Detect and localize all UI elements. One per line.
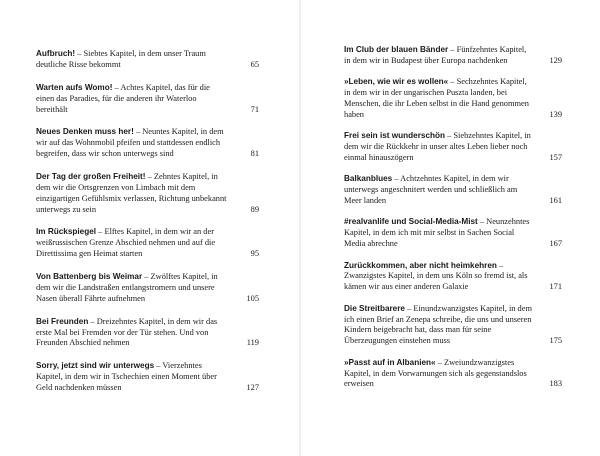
page-number: 95 (250, 249, 259, 259)
page-number: 175 (549, 336, 562, 346)
toc-entry: »Leben, wie wir es wollen« – Sechzehntes Kapitel, in dem wir in der ungarischen Puszta landen, bei Menschen, die ihr Leben selbst in die Hand genommen haben 139 (344, 77, 562, 119)
toc-entry: Balkanblues – Achtzehntes Kapitel, in dem wir unterwegs angeschnitert werden und schließlich am Meer landen 161 (344, 174, 562, 206)
page-number: 71 (250, 104, 259, 114)
toc-entry: Von Battenberg bis Weimar – Zwölftes Kapitel, in dem wir die Landstraßen entlangstromern und unsere Nasen überall Fährte aufnehmen 105 (36, 272, 259, 303)
chapter-description: Zehntes Kapitel, in dem wir die Ortsgrenzen von Limbach mit dem einzigartigen Gefühlsmix verlassen, Richtung unbekannt unterwegs zu sein (36, 171, 227, 214)
chapter-description: Fünfzehntes Kapitel, in dem wir in Budapest über Europa nachdenken (344, 45, 527, 65)
page-number: 157 (549, 153, 562, 163)
chapter-description: Siebzehntes Kapitel, in dem wir die Rückkehr in unser altes Leben lieber noch einmal hinauszögern (344, 131, 531, 163)
chapter-description: Achtes Kapitel, das für die einen das Paradies, für die anderen ihr Waterloo bereithält (36, 82, 210, 114)
toc-entry: Frei sein ist wunderschön – Siebzehntes Kapitel, in dem wir die Rückkehr in unser altes Leben lieber noch einmal hinauszögern 157 (344, 131, 562, 163)
page-number: 119 (246, 338, 259, 348)
chapter-title: Bei Freunden (36, 316, 89, 326)
toc-entry: Der Tag der großen Freiheit! – Zehntes Kapitel, in dem wir die Ortsgrenzen von Limbach mit dem einzigartigen Gefühlsmix verlassen, Richtung unbekannt unterwegs zu sein 89 (36, 171, 259, 214)
chapter-title: Der Tag der großen Freiheit! (36, 171, 146, 181)
page-number: 139 (549, 109, 562, 119)
page-number: 81 (250, 149, 259, 159)
page-number: 171 (549, 282, 562, 292)
chapter-title: »Passt auf in Albanien« (344, 357, 436, 367)
toc-entry: Sorry, jetzt sind wir unterwegs – Vierzehntes Kapitel, in dem wir in Tschechien einen Moment über Geld nachdenken müssen 127 (36, 361, 259, 393)
page-number: 89 (250, 204, 259, 214)
chapter-description: Siebtes Kapitel, in dem unser Traum deutliche Risse bekommt (36, 49, 206, 69)
chapter-description: Einundzwanzigstes Kapitel, in dem ich einen Brief an Zenepa schreibe, die uns und unseren Kindern beigebracht hat, dass man für seine Überzeugungen einstehen muss (344, 303, 532, 346)
page-number: 161 (549, 196, 562, 206)
toc-entry: Die Streitbarere – Einundzwanzigstes Kapitel, in dem ich einen Brief an Zenepa schreibe, die uns und unseren Kindern beigebracht hat, dass man für seine Überzeugungen einstehen muss 175 (344, 303, 562, 346)
toc-entry: Warten aufs Womo! – Achtes Kapitel, das für die einen das Paradies, für die anderen ihr Waterloo bereithält 71 (36, 82, 259, 114)
chapter-title: Aufbruch! (36, 49, 76, 58)
chapter-title: Balkanblues (344, 174, 393, 184)
toc-list-left (36, 49, 259, 406)
chapter-description: Achtzehntes Kapitel, in dem wir unterwegs angeschnitert werden und schließlich am Meer landen (344, 174, 518, 206)
chapter-title: Von Battenberg bis Weimar (36, 272, 143, 282)
chapter-description: Zwanzigstes Kapitel, in dem uns Köln so fremd ist, als kämen wir aus einer anderen Galaxie (344, 271, 528, 292)
chapter-title: Im Club der blauen Bänder (344, 45, 449, 54)
chapter-description: Sechzehntes Kapitel, in dem wir in der ungarischen Puszta landen, bei Menschen, die ihr Leben selbst in die Hand genommen haben (344, 77, 529, 119)
page-number: 105 (246, 293, 259, 303)
chapter-description: Zweiundzwanzigstes Kapitel, in dem Vorwarnungen sich als gegenstandslos erweisen (344, 357, 527, 389)
page-number: 65 (250, 59, 259, 69)
chapter-description: Dreizehntes Kapitel, in dem wir das erste Mal bei Fremden vor der Tür stehen. Und von Freunden Abschied nehmen (36, 316, 218, 348)
chapter-description: Neunzehntes Kapitel, in dem ich mit mir selbst in Sachen Social Media abrechne (344, 217, 530, 249)
page-number: 183 (549, 379, 562, 389)
toc-entry: Im Rückspiegel – Elftes Kapitel, in dem wir an der weißrussischen Grenze Abschied nehmen und auf die Direttissima gen Heimat starten 95 (36, 227, 259, 259)
toc-entry: Im Club der blauen Bänder – Fünfzehntes Kapitel, in dem wir in Budapest über Europa nachdenken 129 (344, 45, 562, 65)
page-number: 167 (549, 239, 562, 249)
page-number: 129 (549, 55, 562, 65)
toc-entry: »Passt auf in Albanien« – Zweiundzwanzigstes Kapitel, in dem Vorwarnungen sich als gegenstandslos erweisen 183 (344, 357, 562, 389)
chapter-description: Zwölftes Kapitel, in dem wir die Landstraßen entlangstromern und unsere Nasen überall Fährte aufnehmen (36, 272, 218, 303)
toc-list-right (344, 45, 562, 401)
chapter-description: Elftes Kapitel, in dem wir an der weißrussischen Grenze Abschied nehmen und auf die Direttissima gen Heimat starten (36, 227, 216, 259)
chapter-title: Sorry, jetzt sind wir unterwegs (36, 361, 155, 371)
toc-entry: #realvanlife und Social-Media-Mist – Neunzehntes Kapitel, in dem ich mit mir selbst in Sachen Social Media abrechne 167 (344, 217, 562, 249)
chapter-description: Neuntes Kapitel, in dem wir auf das Wohnmobil pfeifen und stattdessen endlich begreifen, dass wir schon unterwegs sind (36, 127, 224, 159)
chapter-description: Vierzehntes Kapitel, in dem wir in Tschechien einen Moment über Geld nachdenken müssen (36, 361, 217, 393)
toc-entry: Neues Denken muss her! – Neuntes Kapitel, in dem wir auf das Wohnmobil pfeifen und stattdessen endlich begreifen, dass wir schon unterwegs sind 81 (36, 127, 259, 159)
toc-entry: Bei Freunden – Dreizehntes Kapitel, in dem wir das erste Mal bei Fremden vor der Tür stehen. Und von Freunden Abschied nehmen 119 (36, 316, 259, 348)
chapter-title: #realvanlife und Social-Media-Mist (344, 217, 478, 227)
toc-entry: Aufbruch! – Siebtes Kapitel, in dem unser Traum deutliche Risse bekommt 65 (36, 49, 259, 69)
toc-entry: Zurückkommen, aber nicht heimkehren – Zwanzigstes Kapitel, in dem uns Köln so fremd ist, als kämen wir aus einer anderen Galaxie 171 (344, 260, 562, 292)
chapter-title: Frei sein ist wunderschön (344, 131, 446, 141)
chapter-title: Warten aufs Womo! (36, 82, 113, 92)
chapter-title: Im Rückspiegel (36, 227, 97, 237)
chapter-title: Die Streitbarere (344, 303, 405, 313)
right-page (300, 0, 600, 456)
chapter-title: Zurückkommen, aber nicht heimkehren (344, 260, 497, 270)
page-number: 127 (246, 383, 259, 393)
chapter-title: »Leben, wie wir es wollen« (344, 77, 449, 87)
chapter-title: Neues Denken muss her! (36, 127, 134, 137)
